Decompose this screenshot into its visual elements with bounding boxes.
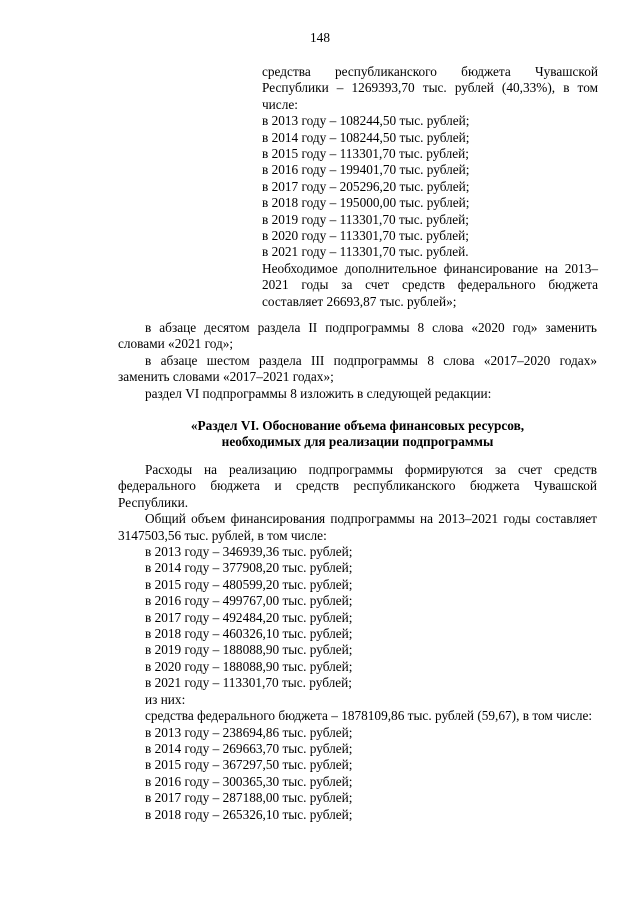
- republican-year-2016: в 2016 году – 199401,70 тыс. рублей;: [262, 162, 470, 178]
- republican-year-2013: в 2013 году – 108244,50 тыс. рублей;: [262, 113, 470, 129]
- republican-year-2017: в 2017 году – 205296,20 тыс. рублей;: [262, 178, 470, 194]
- amendment-section-ii: в абзаце десятом раздела II подпрограммы 8 слова «2020 год» заменить словами «2021 год»;: [118, 320, 597, 352]
- republican-budget-block: [262, 64, 598, 310]
- republican-year-2021: в 2021 году – 113301,70 тыс. рублей.: [262, 244, 469, 260]
- amendment-section-vi: раздел VI подпрограммы 8 изложить в следующей редакции:: [145, 385, 492, 401]
- section-heading: [118, 418, 597, 451]
- total-year-2018: в 2018 году – 460326,10 тыс. рублей;: [145, 626, 353, 642]
- federal-budget-paragraph: средства федерального бюджета – 1878109,86 тыс. рублей (59,67), в том числе:: [145, 708, 593, 724]
- section-heading-line-2: необходимых для реализации подпрограммы: [221, 434, 494, 450]
- federal-year-2017: в 2017 году – 287188,00 тыс. рублей;: [145, 790, 353, 806]
- federal-year-2018: в 2018 году – 265326,10 тыс. рублей;: [145, 806, 353, 822]
- total-year-2021: в 2021 году – 113301,70 тыс. рублей;: [145, 675, 352, 691]
- amendment-section-iii: в абзаце шестом раздела III подпрограммы 8 слова «2017–2020 годах» заменить словами «2017–2021 годах»;: [118, 352, 597, 385]
- federal-year-2013: в 2013 году – 238694,86 тыс. рублей;: [145, 724, 353, 740]
- republican-year-2020: в 2020 году – 113301,70 тыс. рублей;: [262, 228, 469, 244]
- federal-year-2016: в 2016 году – 300365,30 тыс. рублей;: [145, 773, 353, 789]
- total-year-2020: в 2020 году – 188088,90 тыс. рублей;: [145, 658, 353, 674]
- total-year-2016: в 2016 году – 499767,00 тыс. рублей;: [145, 593, 353, 609]
- page-number: 148: [310, 30, 330, 45]
- additional-financing: Необходимое дополнительное финансирование на 2013–2021 годы за счет средств федерального бюджета составляет 26693,87 тыс. рублей»;: [262, 260, 598, 309]
- republican-year-2014: в 2014 году – 108244,50 тыс. рублей;: [262, 129, 470, 145]
- republican-budget-intro: средства республиканского бюджета Чувашской Республики – 1269393,70 тыс. рублей (40,33%), в том числе:: [262, 64, 598, 112]
- section-heading-line-1: «Раздел VI. Обоснование объема финансовых ресурсов,: [190, 418, 525, 433]
- total-year-2019: в 2019 году – 188088,90 тыс. рублей;: [145, 642, 353, 658]
- federal-year-2015: в 2015 году – 367297,50 тыс. рублей;: [145, 757, 353, 773]
- republican-year-2019: в 2019 году – 113301,70 тыс. рублей;: [262, 211, 469, 227]
- total-volume-paragraph: Общий объем финансирования подпрограммы на 2013–2021 годы составляет 3147503,56 тыс. рублей, в том числе:: [118, 511, 597, 543]
- total-year-2013: в 2013 году – 346939,36 тыс. рублей;: [145, 544, 353, 560]
- total-year-2014: в 2014 году – 377908,20 тыс. рублей;: [145, 560, 353, 576]
- republican-year-2015: в 2015 году – 113301,70 тыс. рублей;: [262, 146, 469, 162]
- federal-year-2014: в 2014 году – 269663,70 тыс. рублей;: [145, 740, 353, 756]
- expenses-paragraph: Расходы на реализацию подпрограммы формируются за счет средств федерального бюджета и средств республиканского бюджета Чувашской Республики.: [118, 462, 597, 510]
- section-body: [118, 462, 597, 823]
- republican-year-2018: в 2018 году – 195000,00 тыс. рублей;: [262, 195, 470, 211]
- total-year-2015: в 2015 году – 480599,20 тыс. рублей;: [145, 576, 353, 592]
- of-them-label: из них:: [145, 691, 186, 707]
- total-year-2017: в 2017 году – 492484,20 тыс. рублей;: [145, 609, 353, 625]
- amendments-block: [118, 320, 597, 402]
